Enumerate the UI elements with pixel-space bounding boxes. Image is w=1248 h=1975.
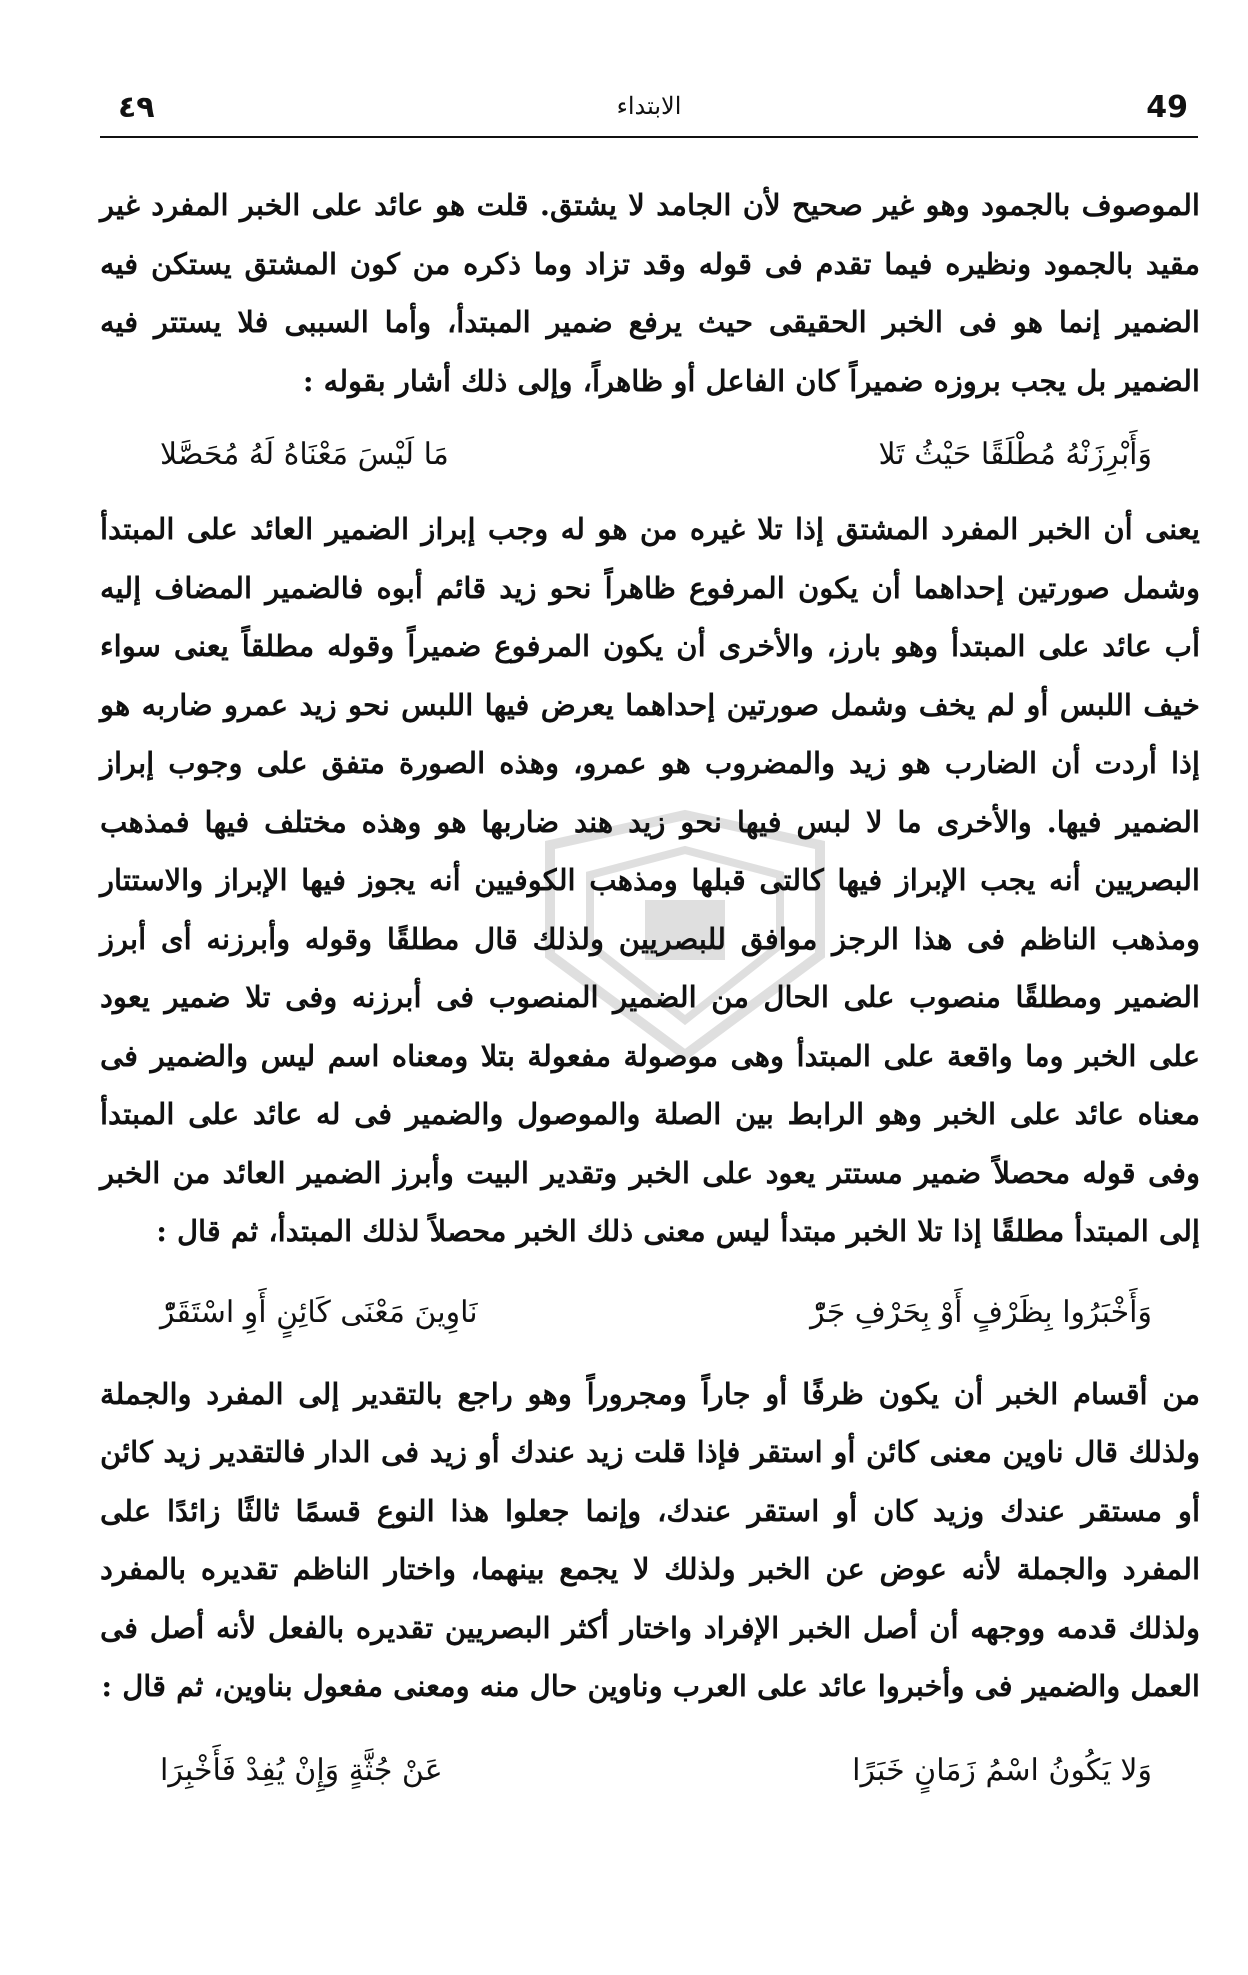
- verse-line-2: [100, 1261, 1200, 1365]
- verse-3-hemistich-2: عَنْ جُثَّةٍ وَإِنْ يُفِدْ فَأَخْبِرَا: [160, 1752, 443, 1788]
- paragraph-2: يعنى أن الخبر المفرد المشتق إذا تلا غيره من هو له وجب إبراز الضمير العائد على المبتدأ وشمل صورتين إحداهما أن يكون المرفوع ظاهراً نحو زيد قائم أبوه فالضمير المضاف إليه أب عائد على المبتدأ وهو بارز، والأخرى أن يكون المرفوع ضميراً وقوله مطلقاً يعنى سواء خيف اللبس أو لم يخف وشمل صورتين إحداهما يعرض فيها اللبس نحو زيد عمرو ضاربه هو إذا أردت أن الضارب هو زيد والمضروب هو عمرو، وهذه الصورة متفق على وجوب إبراز الضمير فيها. والأخرى ما لا لبس فيها نحو زيد هند ضاربها هو وهذه مختلف فيها فمذهب البصريين أنه يجب الإبراز فيها كالتى قبلها ومذهب الكوفيين أنه يجوز فيها الإبراز والاستتار ومذهب الناظم فى هذا الرجز موافق للبصريين ولذلك قال مطلقًا وقوله وأبرزنه أى أبرز الضمير ومطلقًا منصوب على الحال من الضمير المنصوب فى أبرزنه وفى تلا ضمير يعود على الخبر وما واقعة على المبتدأ وهى موصولة مفعولة بتلا ومعناه اسم ليس والضمير فى معناه عائد على الخبر وهو الرابط بين الصلة والموصول والضمير فى له عائد على المبتدأ وفى قوله محصلاً ضمير مستتر يعود على الخبر وتقدير البيت وأبرز الضمير العائد من الخبر إلى المبتدأ مطلقًا إذا تلا الخبر مبتدأ ليس معنى ذلك الخبر محصلاً لذلك المبتدأ، ثم قال :: [100, 512, 1200, 1248]
- verse-2-hemistich-2: نَاوِينَ مَعْنَى كَائِنٍ أَوِ اسْتَقَرّْ: [160, 1294, 478, 1330]
- verse-2-hemistich-1: وَأَخْبَرُوا بِظَرْفٍ أَوْ بِحَرْفِ جَرّْ: [810, 1294, 1152, 1330]
- body-text: [100, 176, 1200, 1826]
- page-number-arabic: ٤٩: [118, 90, 155, 125]
- paragraph-3: من أقسام الخبر أن يكون ظرفًا أو جاراً ومجروراً وهو راجع بالتقدير إلى المفرد والجملة ولذلك قال ناوين معنى كائن أو استقر فإذا قلت زيد عندك أو زيد فى الدار فالتقدير زيد كائن أو مستقر عندك وزيد كان أو استقر عندك، وإنما جعلوا هذا النوع قسمًا ثالثًا زائدًا على المفرد والجملة لأنه عوض عن الخبر ولذلك لا يجمع بينهما، واختار الناظم تقديره بالمفرد ولذلك قدمه ووجهه أن أصل الخبر الإفراد واختار أكثر البصريين تقديره بالفعل لأنه أصل فى العمل والضمير فى وأخبروا عائد على العرب وناوين حال منه ومعنى مفعول بناوين، ثم قال :: [100, 1376, 1200, 1703]
- verse-3-hemistich-1: وَلا يَكُونُ اسْمُ زَمَانٍ خَبَرًا: [852, 1752, 1152, 1788]
- verse-1-hemistich-2: مَا لَيْسَ مَعْنَاهُ لَهُ مُحَصَّلا: [160, 437, 449, 472]
- paragraph-1: الموصوف بالجمود وهو غير صحيح لأن الجامد لا يشتق. قلت هو عائد على الخبر المفرد غير مقيد بالجمود ونظيره فيما تقدم فى قوله وقد تزاد وما ذكره من كون المشتق يستكن فيه الضمير إنما هو فى الخبر الحقيقى حيث يرفع ضمير المبتدأ، وأما السببى فلا يستتر فيه الضمير بل يجب بروزه ضميراً كان الفاعل أو ظاهراً، وإلى ذلك أشار بقوله :: [100, 188, 1200, 398]
- chapter-title: الابتداء: [616, 92, 682, 120]
- page-header: [100, 84, 1198, 138]
- verse-1-hemistich-1: وَأَبْرِزَنْهُ مُطْلَقًا حَيْثُ تَلا: [878, 437, 1152, 472]
- page-number-latin: 49: [1146, 90, 1188, 125]
- verse-line-1: [100, 410, 1200, 500]
- verse-line-3: [100, 1716, 1200, 1826]
